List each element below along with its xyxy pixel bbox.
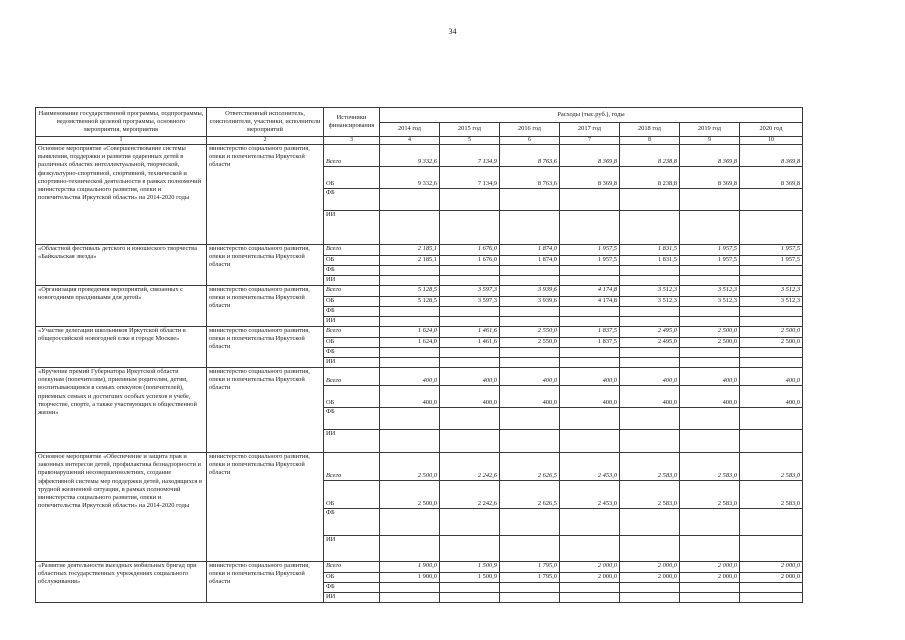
expense-value: [740, 211, 803, 245]
executor-cell: министерство социального развития, опеки и попечительства Иркутской области: [207, 368, 324, 453]
expense-value: [500, 358, 560, 368]
column-number: 2: [207, 137, 324, 145]
expense-value: 2 000,0: [620, 562, 680, 573]
expense-value: 1 624,0: [380, 338, 440, 348]
expense-value: [740, 266, 803, 276]
expense-value: [380, 211, 440, 245]
funding-source: ФБ: [324, 189, 380, 211]
expense-value: [740, 276, 803, 286]
expense-value: 8 369,8: [740, 145, 803, 167]
expense-value: [620, 430, 680, 453]
expense-value: 2 000,0: [560, 562, 620, 573]
column-number: 6: [500, 137, 560, 145]
expense-value: [380, 430, 440, 453]
expense-value: 1 831,5: [620, 256, 680, 266]
expense-value: 2 626,5: [500, 481, 560, 509]
expense-value: [620, 593, 680, 603]
expense-value: [680, 307, 740, 317]
expense-value: 1 874,0: [500, 256, 560, 266]
expense-value: 1 874,0: [500, 245, 560, 256]
expense-value: 8 763,6: [500, 145, 560, 167]
expense-value: 1 957,5: [560, 256, 620, 266]
header-expenses: Расходы (тыс.руб.), годы: [380, 108, 803, 123]
expense-value: [380, 189, 440, 211]
funding-source: ОБ: [324, 167, 380, 189]
expense-value: [560, 189, 620, 211]
expense-value: [500, 408, 560, 430]
table-row: [36, 453, 803, 481]
expense-value: 400,0: [620, 386, 680, 408]
expense-value: 3 939,6: [500, 286, 560, 297]
expense-value: [680, 358, 740, 368]
expense-value: [500, 266, 560, 276]
expense-value: [440, 593, 500, 603]
table-row: [36, 145, 803, 167]
header-year: 2020 год: [740, 123, 803, 137]
expense-value: 3 512,3: [740, 286, 803, 297]
expense-value: 2 583,0: [620, 481, 680, 509]
column-number: 1: [36, 137, 207, 145]
measure-name: «Областной фестиваль детского и юношеского творчества «Байкальская звезда»: [36, 245, 207, 286]
expense-value: 2 000,0: [680, 562, 740, 573]
expense-value: [680, 536, 740, 562]
expense-value: 2 500,0: [680, 338, 740, 348]
expense-value: 8 369,8: [560, 145, 620, 167]
expense-value: 3 512,3: [680, 297, 740, 307]
column-number: 8: [620, 137, 680, 145]
expense-value: [620, 189, 680, 211]
expense-value: [440, 408, 500, 430]
expense-value: 400,0: [380, 386, 440, 408]
expense-value: 2 583,0: [680, 481, 740, 509]
expense-value: [560, 358, 620, 368]
funding-source: ИИ: [324, 358, 380, 368]
expense-value: 5 128,5: [380, 286, 440, 297]
expense-value: 400,0: [740, 386, 803, 408]
expense-value: [560, 408, 620, 430]
expense-value: [680, 430, 740, 453]
expense-value: [740, 348, 803, 358]
column-number: 7: [560, 137, 620, 145]
expense-value: 1 900,0: [380, 573, 440, 583]
expense-value: [440, 358, 500, 368]
table-body: [36, 145, 803, 603]
funding-source: ОБ: [324, 297, 380, 307]
expense-value: [500, 348, 560, 358]
expense-value: 8 369,8: [680, 167, 740, 189]
expense-value: [560, 276, 620, 286]
expense-value: 1 900,0: [380, 562, 440, 573]
expense-value: 2 242,6: [440, 453, 500, 481]
expense-value: [740, 536, 803, 562]
expense-value: 2 495,0: [620, 327, 680, 338]
executor-cell: министерство социального развития, опеки и попечительства Иркутской области: [207, 453, 324, 562]
expense-value: [680, 583, 740, 593]
expense-value: [500, 509, 560, 536]
expense-value: 4 174,8: [560, 297, 620, 307]
expense-value: 400,0: [560, 386, 620, 408]
expense-value: [500, 536, 560, 562]
expense-value: [620, 348, 680, 358]
expense-value: [560, 317, 620, 327]
funding-source: ИИ: [324, 593, 380, 603]
funding-source: ФБ: [324, 266, 380, 276]
expense-value: [680, 509, 740, 536]
column-number: 4: [380, 137, 440, 145]
expense-value: [680, 276, 740, 286]
expense-value: [740, 317, 803, 327]
expense-value: 400,0: [500, 368, 560, 386]
expense-value: 400,0: [440, 368, 500, 386]
expense-value: [740, 430, 803, 453]
funding-source: Всего: [324, 562, 380, 573]
expense-value: 1 500,9: [440, 562, 500, 573]
expense-value: 4 174,8: [560, 286, 620, 297]
expense-value: [380, 348, 440, 358]
expense-value: 1 957,5: [680, 256, 740, 266]
measure-name: Основное мероприятие «Обеспечение и защита прав и законных интересов детей, профилактика безнадзорности и правонарушений несовершеннолетних, создание эффективной системы мер поддержки детей, находящихся в трудной жизненной ситуации, в рамках полномочий министерства социального развития, опеки и попечительства Иркутской области» на 2014-2020 годы: [36, 453, 207, 562]
expense-value: [440, 536, 500, 562]
expense-value: [380, 317, 440, 327]
expense-value: 400,0: [380, 368, 440, 386]
expense-value: [380, 583, 440, 593]
expense-value: [620, 317, 680, 327]
expense-value: 2 550,0: [500, 327, 560, 338]
funding-source: Всего: [324, 327, 380, 338]
expense-value: [740, 307, 803, 317]
expense-value: [440, 348, 500, 358]
expense-value: [560, 583, 620, 593]
expense-value: 400,0: [680, 368, 740, 386]
funding-source: ОБ: [324, 338, 380, 348]
expense-value: 3 512,3: [680, 286, 740, 297]
expense-value: [500, 430, 560, 453]
expense-value: 1 676,0: [440, 256, 500, 266]
expense-value: 5 128,5: [380, 297, 440, 307]
funding-source: ОБ: [324, 256, 380, 266]
expense-value: [680, 211, 740, 245]
expense-value: [560, 536, 620, 562]
table-row: [36, 368, 803, 386]
expense-value: [500, 317, 560, 327]
expense-value: [740, 189, 803, 211]
expense-value: 2 453,0: [560, 453, 620, 481]
measure-name: «Вручение премий Губернатора Иркутской области опекунам (попечителям), приемным родителям, детям, воспитывающимся в семьях опекунов (попечителей), приемных семьях и достигших особых успехов в учебе, творчестве, спорте, а также участвующих в общественной жизни»: [36, 368, 207, 453]
expense-value: 3 512,3: [620, 286, 680, 297]
expense-value: [740, 593, 803, 603]
expense-value: 7 134,9: [440, 145, 500, 167]
measure-name: «Участие делегации школьников Иркутской области в общероссийской новогодней елке в городе Москве»: [36, 327, 207, 368]
expense-value: [440, 430, 500, 453]
expense-value: [380, 307, 440, 317]
funding-source: ИИ: [324, 276, 380, 286]
expense-value: 9 332,6: [380, 145, 440, 167]
column-number: 3: [324, 137, 380, 145]
expense-value: [620, 509, 680, 536]
header-year: 2017 год: [560, 123, 620, 137]
executor-cell: министерство социального развития, опеки и попечительства Иркутской области: [207, 562, 324, 603]
expense-value: 8 369,8: [560, 167, 620, 189]
funding-source: ИИ: [324, 211, 380, 245]
expense-value: 2 500,0: [680, 327, 740, 338]
funding-source: ФБ: [324, 509, 380, 536]
expense-value: [380, 276, 440, 286]
expense-value: [440, 211, 500, 245]
measure-name: Основное мероприятие «Совершенствование системы выявления, поддержки и развития одаренных детей в различных областях интеллектуальной, творческой, физкультурно-спортивной, спортивной, технической и спортивно-технической деятельности в рамках полномочий министерства социального развития, опеки и попечительства Иркутской области» на 2014-2020 годы: [36, 145, 207, 245]
expense-value: [680, 348, 740, 358]
expense-value: 2 583,0: [740, 481, 803, 509]
expense-value: 2 500,0: [380, 481, 440, 509]
page-number: 34: [448, 27, 457, 36]
expense-value: 400,0: [620, 368, 680, 386]
column-number: 10: [740, 137, 803, 145]
expense-value: [380, 593, 440, 603]
executor-cell: министерство социального развития, опеки и попечительства Иркутской области: [207, 327, 324, 368]
expense-value: 2 500,0: [740, 338, 803, 348]
funding-source: ОБ: [324, 481, 380, 509]
expense-value: 2 583,0: [680, 453, 740, 481]
measure-name: «Организация проведения мероприятий, связанных с новогодними праздниками для детей»: [36, 286, 207, 327]
measure-name: «Развитие деятельности выездных мобильных бригад при областных государственных учреждениях социального обслуживания»: [36, 562, 207, 603]
expense-value: 2 000,0: [740, 573, 803, 583]
table-header: [36, 108, 803, 145]
expense-value: 1 837,5: [560, 327, 620, 338]
expense-value: [740, 509, 803, 536]
funding-source: ИИ: [324, 430, 380, 453]
expense-value: [500, 583, 560, 593]
table-row: [36, 327, 803, 338]
expense-value: [380, 509, 440, 536]
expense-value: 8 763,6: [500, 167, 560, 189]
expense-value: [380, 358, 440, 368]
funding-source: ИИ: [324, 317, 380, 327]
executor-cell: министерство социального развития, опеки и попечительства Иркутской области: [207, 245, 324, 286]
funding-source: ФБ: [324, 307, 380, 317]
funding-source: ИИ: [324, 536, 380, 562]
expense-value: 3 512,3: [740, 297, 803, 307]
expenses-table: [35, 107, 803, 603]
expense-value: 2 550,0: [500, 338, 560, 348]
expense-value: [740, 583, 803, 593]
expense-value: [740, 358, 803, 368]
expense-value: [680, 408, 740, 430]
header-year: 2014 год: [380, 123, 440, 137]
expense-value: [680, 189, 740, 211]
expense-value: [620, 276, 680, 286]
expense-value: 2 185,1: [380, 256, 440, 266]
expense-value: 1 957,5: [680, 245, 740, 256]
funding-source: Всего: [324, 145, 380, 167]
expense-value: [440, 583, 500, 593]
expense-value: 2 000,0: [560, 573, 620, 583]
expense-value: 8 369,8: [680, 145, 740, 167]
expense-value: 1 676,0: [440, 245, 500, 256]
expense-value: 2 000,0: [620, 573, 680, 583]
expense-value: 2 000,0: [680, 573, 740, 583]
funding-source: ФБ: [324, 348, 380, 358]
expense-value: 2 500,0: [740, 327, 803, 338]
expense-value: [560, 430, 620, 453]
expense-value: 1 795,0: [500, 562, 560, 573]
expense-value: [500, 307, 560, 317]
expense-value: [620, 583, 680, 593]
expense-value: 2 626,5: [500, 453, 560, 481]
expense-value: 8 369,8: [740, 167, 803, 189]
expense-value: 400,0: [500, 386, 560, 408]
expense-value: 1 957,5: [740, 256, 803, 266]
expense-value: [680, 593, 740, 603]
expense-value: [620, 211, 680, 245]
expense-value: [740, 408, 803, 430]
expense-value: 2 495,0: [620, 338, 680, 348]
expense-value: [440, 317, 500, 327]
expense-value: [620, 266, 680, 276]
expense-value: [500, 189, 560, 211]
expense-value: [440, 307, 500, 317]
executor-cell: министерство социального развития, опеки и попечительства Иркутской области: [207, 286, 324, 327]
table-row: [36, 562, 803, 573]
expense-value: [380, 408, 440, 430]
expense-value: [560, 211, 620, 245]
column-number: 5: [440, 137, 500, 145]
expense-value: [560, 593, 620, 603]
funding-source: Всего: [324, 286, 380, 297]
expense-value: [560, 307, 620, 317]
header-sources: Источники финансирования: [324, 108, 380, 137]
expense-value: 3 512,3: [620, 297, 680, 307]
expense-value: 9 332,6: [380, 167, 440, 189]
expense-value: 1 837,5: [560, 338, 620, 348]
expense-value: [560, 348, 620, 358]
expense-value: 2 583,0: [620, 453, 680, 481]
table-row: [36, 245, 803, 256]
expense-value: 1 461,6: [440, 327, 500, 338]
expense-value: 8 238,8: [620, 145, 680, 167]
expense-value: 3 597,3: [440, 297, 500, 307]
expense-value: [380, 266, 440, 276]
expense-value: 1 831,5: [620, 245, 680, 256]
expense-value: [440, 266, 500, 276]
expense-value: 1 795,0: [500, 573, 560, 583]
expense-value: 3 597,3: [440, 286, 500, 297]
header-year: 2019 год: [680, 123, 740, 137]
expense-value: 400,0: [440, 386, 500, 408]
expense-value: 1 957,5: [560, 245, 620, 256]
expense-value: 3 939,6: [500, 297, 560, 307]
expense-value: [500, 276, 560, 286]
expense-value: [380, 536, 440, 562]
expense-value: [440, 189, 500, 211]
header-year: 2015 год: [440, 123, 500, 137]
funding-source: Всего: [324, 245, 380, 256]
expense-value: [620, 536, 680, 562]
expense-value: 1 624,0: [380, 327, 440, 338]
expense-value: [560, 266, 620, 276]
expense-value: [680, 266, 740, 276]
expense-value: 2 185,1: [380, 245, 440, 256]
expense-value: 1 957,5: [740, 245, 803, 256]
expense-value: [620, 408, 680, 430]
expense-value: 2 583,0: [740, 453, 803, 481]
expense-value: [620, 307, 680, 317]
expense-value: [500, 593, 560, 603]
column-number: 9: [680, 137, 740, 145]
header-name: Наименование государственной программы, подпрограммы, ведомственной целевой программы, основного мероприятия, мероприятия: [36, 108, 207, 137]
funding-source: Всего: [324, 453, 380, 481]
expense-value: 2 500,0: [380, 453, 440, 481]
header-year: 2018 год: [620, 123, 680, 137]
funding-source: ОБ: [324, 386, 380, 408]
executor-cell: министерство социального развития, опеки и попечительства Иркутской области: [207, 145, 324, 245]
funding-source: Всего: [324, 368, 380, 386]
table-row: [36, 286, 803, 297]
expense-value: [680, 317, 740, 327]
expense-value: 2 453,0: [560, 481, 620, 509]
expense-value: 400,0: [560, 368, 620, 386]
expense-value: 2 000,0: [740, 562, 803, 573]
expense-value: [500, 211, 560, 245]
funding-source: ОБ: [324, 573, 380, 583]
expense-value: 400,0: [680, 386, 740, 408]
expense-value: [620, 358, 680, 368]
expense-value: 8 238,8: [620, 167, 680, 189]
funding-source: ФБ: [324, 583, 380, 593]
expense-value: 1 500,9: [440, 573, 500, 583]
expense-value: [440, 276, 500, 286]
expense-value: 2 242,6: [440, 481, 500, 509]
expense-value: 400,0: [740, 368, 803, 386]
expense-value: 1 461,6: [440, 338, 500, 348]
expense-value: 7 134,9: [440, 167, 500, 189]
header-executor: Ответственный исполнитель, соисполнители, участники, исполнители мероприятий: [207, 108, 324, 137]
expense-value: [440, 509, 500, 536]
funding-source: ФБ: [324, 408, 380, 430]
expense-value: [560, 509, 620, 536]
header-year: 2016 год: [500, 123, 560, 137]
